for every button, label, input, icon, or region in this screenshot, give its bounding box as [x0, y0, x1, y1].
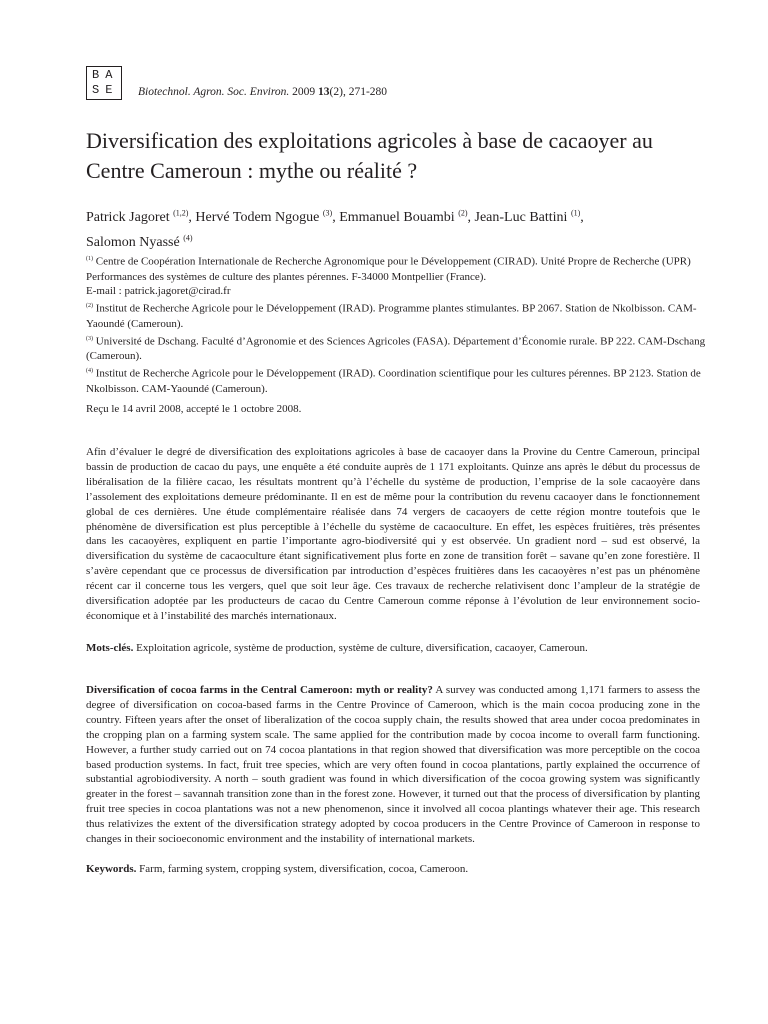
keywords-label: Keywords.	[86, 863, 137, 875]
author: Jean-Luc Battini $^{(1)}$,	[474, 208, 584, 225]
journal-issue-pages: (2), 271-280	[329, 86, 388, 98]
keywords-french	[86, 641, 700, 656]
abstract-english-title: Diversification of cocoa farms in the Central Cameroon: myth or reality?	[86, 684, 433, 696]
keywords-english	[86, 862, 700, 877]
keywords-label: Mots-clés.	[86, 642, 134, 654]
author-list	[86, 202, 716, 253]
journal-reference	[138, 86, 387, 98]
affiliation-1: $^{(1)}$ Centre de Coopération Internationale de Recherche Agronomique pour le Développement (CIRAD). Unité Propre de Recherche (UPR) Performances des systèmes de culture des plantes pérennes. F-34000 Montpellier (France). E-mail : patrick.jagoret@cirad.fr	[86, 255, 691, 298]
abstract-english-text: A survey was conducted among 1,171 farmers to assess the degree of diversification on cocoa-based farms in the Centre Province of Cameroon, which is the main cocoa producing zone in the country. Fifteen years after the onset of liberalization of the cocoa supply chain, the results showed that area under cocoa predominates in the cropping plan on a farming system scale. The same applied for the contribution made by cocoa income to overall farm functioning. However, a further study carried out on 74 cocoa plantations in that region showed that diversification was more perceptible on the cocoa based production systems. In fact, fruit tree species, which are very often found in cocoa plantations, partly explained the occurrence of substantial agrobiodiversity. A north – south gradient was found in which diversification of the cocoa growing system was significantly greater in the forest – savannah transition zone than in the forest zone. However, it turned out that the process of diversification by planting fruit tree species in cocoa plantations was not a new phenomenon, since it involved all cocoa plantings whatever their age. This research thus relativizes the extent of the diversification strategy adopted by cocoa producers in the Centre Province of Cameroon in response to changes in their socioeconomic environment and the instability of international markets.	[86, 684, 701, 846]
affiliation-2: $^{(2)}$ Institut de Recherche Agricole pour le Développement (IRAD). Programme plantes stimulantes. BP 2067. Station de Nkolbisson. CAM-Yaoundé (Cameroun).	[86, 303, 697, 330]
logo-row-2: SE	[92, 83, 119, 97]
journal-volume: 13	[318, 86, 330, 98]
affiliation-3: $^{(3)}$ Université de Dschang. Faculté d’Agronomie et des Sciences Agricoles (FASA). Département d’Économie rurale. BP 222. CAM-Dschang (Cameroun).	[86, 335, 706, 363]
keywords-text: Farm, farming system, cropping system, diversification, cocoa, Cameroon.	[136, 863, 469, 875]
author-email: E-mail : patrick.jagoret@cirad.fr	[86, 285, 231, 298]
keywords-text: Exploitation agricole, système de production, système de culture, diversification, cacaoyer, Cameroun.	[133, 642, 588, 654]
journal-year: 2009	[292, 86, 316, 98]
logo-row-1: BA	[92, 68, 119, 82]
affiliation-4: $^{(4)}$ Institut de Recherche Agricole pour le Développement (IRAD). Coordination scientifique pour les cultures pérennes. BP 2123. Station de Nkolbisson. CAM-Yaoundé (Cameroun).	[86, 367, 701, 395]
journal-name: Biotechnol. Agron. Soc. Environ.	[138, 86, 290, 98]
paper-title: Diversification des exploitations agricoles à base de cacaoyer au Centre Cameroun : mythe ou réalité ?	[86, 128, 653, 183]
author: Patrick Jagoret $^{(1,2)}$,	[86, 208, 196, 225]
received-dates: Reçu le 14 avril 2008, accepté le 1 octobre 2008.	[86, 403, 302, 415]
abstract-french: Afin d’évaluer le degré de diversification des exploitations agricoles à base de cacaoyer dans la Provine du Centre Cameroun, principal bassin de production de cacao du pays, une enquête a été conduite auprès de 1 171 exploitants. Quinze ans après le début du processus de libéralisation de la filière cacao, les résultats montrent qu’à l’échelle du système de production, l’emprise de la sole cacaoyère dans l’assolement des exploitations demeure prédominante. Il en est de même pour la contribution du revenu cacaoyer dans le fonctionnement global de ces dernières. Une étude complémentaire réalisée dans 74 vergers de cacaoyers de cette région montre toutefois que le phénomène de diversification est plus perceptible à l’échelle du système de cacaoculture. En effet, les espèces fruitières, très présentes dans les cacaoyères, expliquent en partie l’importante agro-biodiversité qui y est observée. Un gradient nord – sud est observé, la diversification du système de cacaoculture étant significativement plus forte en zone de transition forêt – savane qu’en zone forestière. Il s’avère cependant que ce processus de diversification par introduction d’espèces fruitières dans les cacaoyères n’est pas un phénomène récent car il concerne tous les vergers, quel que soit leur âge. Ces travaux de recherche relativisent donc l’ampleur de la stratégie de diversification adoptée par les producteurs de cacao du Centre Cameroun comme réponse à l’évolution de leur environnement socio-économique et à l’instabilité des marchés internationaux.	[86, 446, 700, 622]
affiliations	[86, 252, 706, 397]
author: Hervé Todem Ngogue $^{(3)}$,	[195, 208, 340, 225]
author: Emmanuel Bouambi $^{(2)}$,	[339, 208, 475, 225]
author: Salomon Nyassé $^{(4)}$	[86, 233, 193, 251]
abstract-english	[86, 683, 700, 847]
base-logo	[86, 66, 122, 100]
